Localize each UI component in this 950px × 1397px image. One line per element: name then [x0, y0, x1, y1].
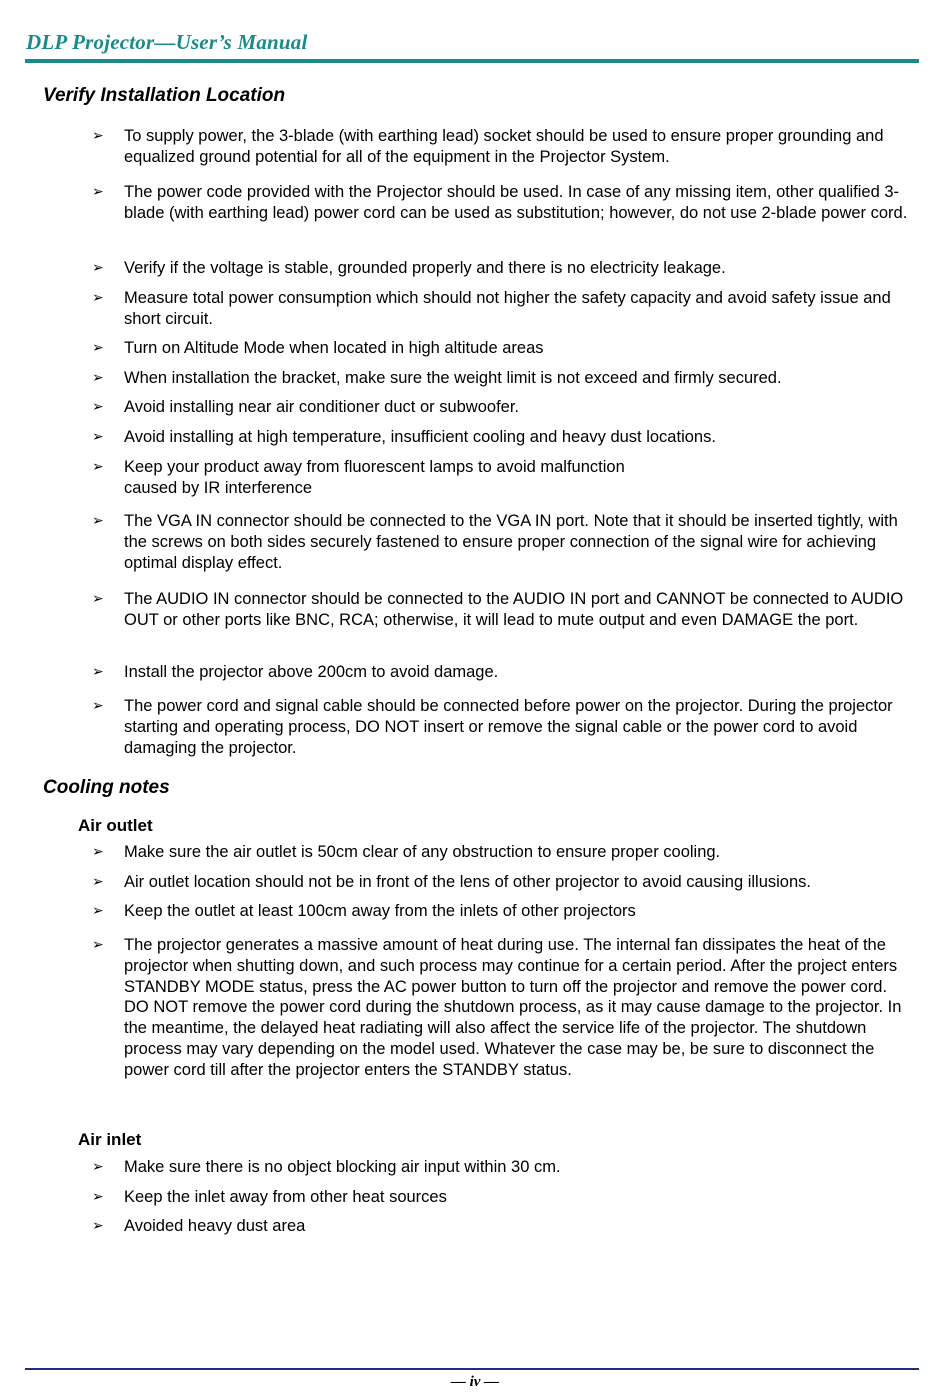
arrow-bullet-icon: ➢	[92, 459, 104, 475]
list-item-text: To supply power, the 3-blade (with earthing lead) socket should be used to ensure proper grounding and equalized ground potential for all of the equipment in the Projector System.	[124, 127, 884, 166]
page-number: — iv —	[450, 1374, 500, 1390]
list-item-text: Measure total power consumption which should not higher the safety capacity and avoid safety issue and short circuit.	[124, 289, 891, 328]
list-item-text: Keep your product away from fluorescent lamps to avoid malfunction caused by IR interference	[124, 458, 625, 497]
list-item-text: The AUDIO IN connector should be connected to the AUDIO IN port and CANNOT be connected to AUDIO OUT or other ports like BNC, RCA; otherwise, it will lead to mute output and even DAMAGE the port.	[124, 590, 904, 629]
list-item-text: Keep the outlet at least 100cm away from the inlets of other projectors	[124, 902, 636, 920]
arrow-bullet-icon: ➢	[92, 399, 104, 415]
arrow-bullet-icon: ➢	[92, 1189, 104, 1205]
list-item-text: Turn on Altitude Mode when located in high altitude areas	[124, 339, 544, 357]
arrow-bullet-icon: ➢	[92, 340, 104, 356]
arrow-bullet-icon: ➢	[92, 937, 104, 953]
arrow-bullet-icon: ➢	[92, 1159, 104, 1175]
arrow-bullet-icon: ➢	[92, 1218, 104, 1234]
section-title-verify-installation: Verify Installation Location	[43, 85, 286, 106]
list-item-text: Make sure there is no object blocking air input within 30 cm.	[124, 1158, 561, 1176]
arrow-bullet-icon: ➢	[92, 184, 104, 200]
arrow-bullet-icon: ➢	[92, 513, 104, 529]
section-title-cooling-notes: Cooling notes	[43, 777, 170, 798]
arrow-bullet-icon: ➢	[92, 591, 104, 607]
list-item-text: The VGA IN connector should be connected to the VGA IN port. Note that it should be inserted tightly, with the screws on both sides securely fastened to ensure proper connection of the signal wire for achieving optimal display effect.	[124, 512, 898, 572]
arrow-bullet-icon: ➢	[92, 903, 104, 919]
list-item-text: When installation the bracket, make sure the weight limit is not exceed and firmly secured.	[124, 369, 782, 387]
arrow-bullet-icon: ➢	[92, 260, 104, 276]
arrow-bullet-icon: ➢	[92, 664, 104, 680]
header-divider	[25, 59, 919, 63]
arrow-bullet-icon: ➢	[92, 844, 104, 860]
list-item-text: Air outlet location should not be in front of the lens of other projector to avoid causing illusions.	[124, 873, 811, 891]
list-item-text: Avoid installing near air conditioner duct or subwoofer.	[124, 398, 520, 416]
list-item-text: Install the projector above 200cm to avoid damage.	[124, 663, 499, 681]
list-item-text: Avoided heavy dust area	[124, 1217, 306, 1235]
footer-divider	[25, 1368, 919, 1370]
list-item-text: The power code provided with the Projector should be used. In case of any missing item, other qualified 3-blade (with earthing lead) power cord can be used as substitution; however, do not use 2-blade power cord.	[124, 183, 908, 222]
list-item-text: Keep the inlet away from other heat sources	[124, 1188, 447, 1206]
list-item-text: Avoid installing at high temperature, insufficient cooling and heavy dust locations.	[124, 428, 716, 446]
subsection-title-air-outlet: Air outlet	[78, 816, 153, 835]
subsection-title-air-inlet: Air inlet	[78, 1130, 142, 1149]
manual-title: DLP Projector—User’s Manual	[26, 30, 308, 54]
list-item-text: The projector generates a massive amount of heat during use. The internal fan dissipates the heat of the projector when shutting down, and such process may continue for a certain period. After the project enters STANDBY MODE status, press the AC power button to turn off the projector and remove the power cord. DO NOT remove the power cord during the shutdown process, as it may cause damage to the projector. In the meantime, the delayed heat radiating will also affect the service life of the projector. The shutdown process may vary depending on the model used. Whatever the case may be, be sure to disconnect the power cord till after the projector enters the STANDBY status.	[124, 936, 902, 1079]
arrow-bullet-icon: ➢	[92, 429, 104, 445]
arrow-bullet-icon: ➢	[92, 370, 104, 386]
list-item-text: The power cord and signal cable should be connected before power on the projector. During the projector starting and operating process, DO NOT insert or remove the signal cable or the power cord to avoid damaging the projector.	[124, 697, 893, 757]
list-item-text: Verify if the voltage is stable, grounded properly and there is no electricity leakage.	[124, 259, 726, 277]
arrow-bullet-icon: ➢	[92, 874, 104, 890]
arrow-bullet-icon: ➢	[92, 698, 104, 714]
arrow-bullet-icon: ➢	[92, 290, 104, 306]
list-item-text: Make sure the air outlet is 50cm clear of any obstruction to ensure proper cooling.	[124, 843, 721, 861]
arrow-bullet-icon: ➢	[92, 128, 104, 144]
